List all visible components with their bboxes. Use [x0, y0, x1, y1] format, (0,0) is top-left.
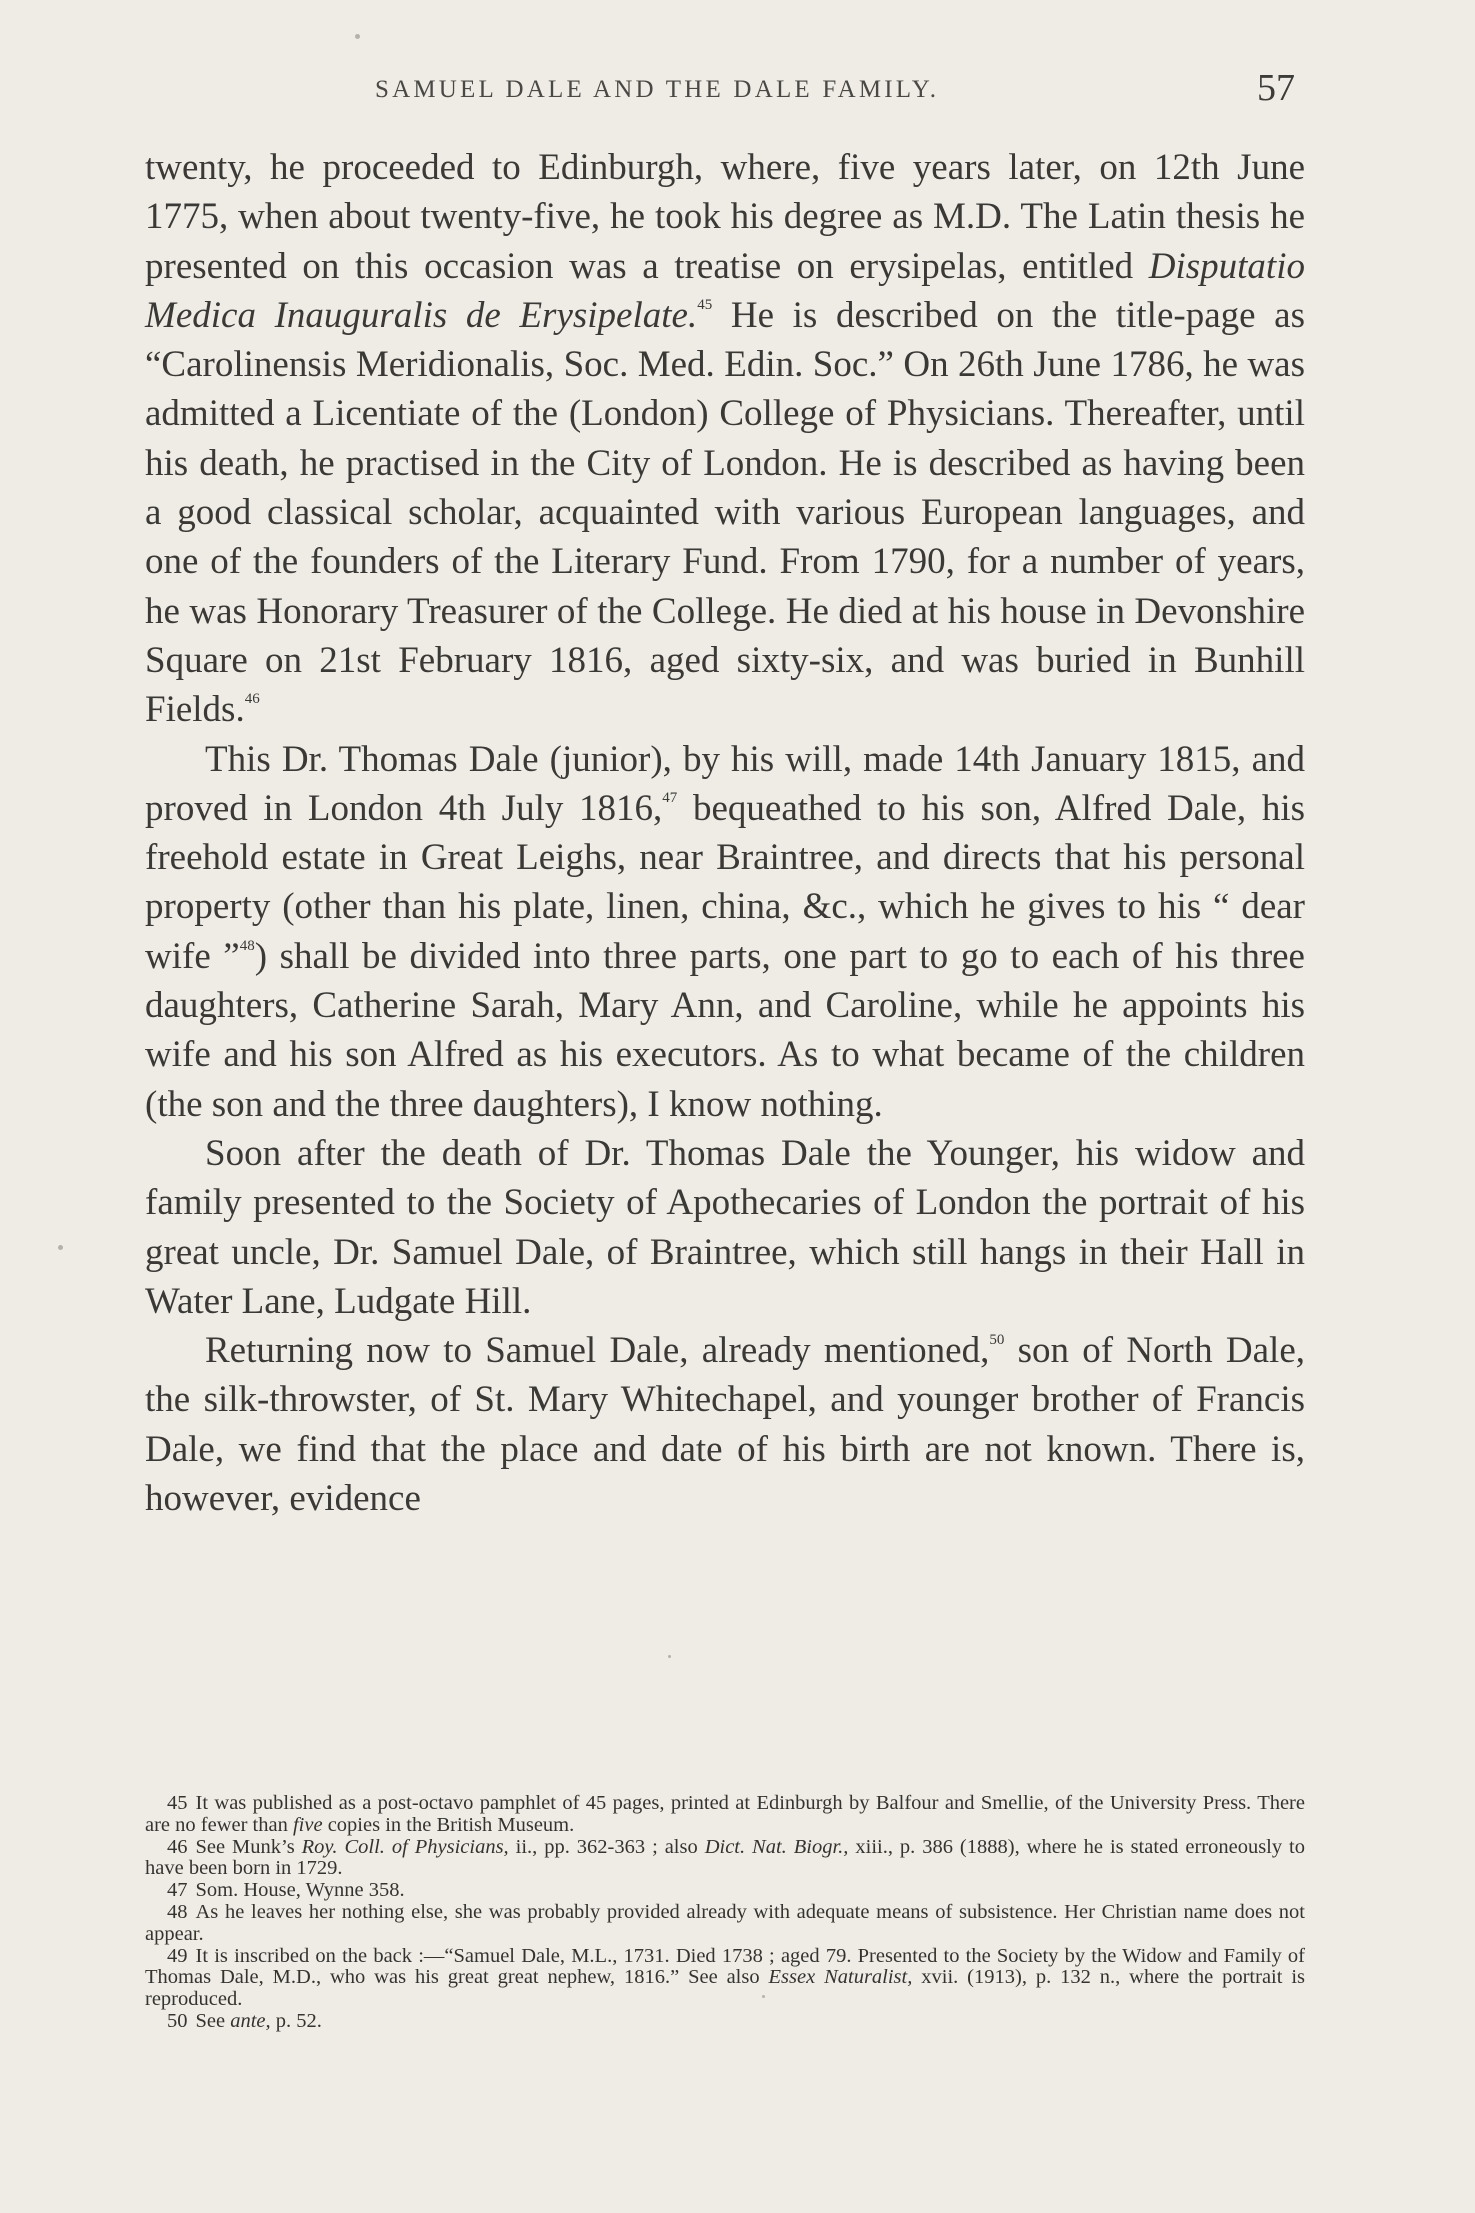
page-header	[145, 67, 1305, 122]
footnote-text: See Munk’s	[195, 1835, 302, 1858]
footnote-italic: Dict. Nat. Biogr.,	[704, 1835, 849, 1858]
footnote-text: xvii. (1913), p. 132 n., where the portrait is reproduced.	[145, 1966, 1306, 2011]
footnote-text: It is inscribed on the back :—“Samuel Dale, M.L., 1731. Died 1738 ; aged 79. Presented to the Society by the Widow and Family of Thomas Dale, M.D., who was his great great nephew, 1816.” See also	[145, 1944, 1305, 1989]
footnote-text: Som. House, Wynne 358.	[195, 1879, 405, 1902]
footnote-ref-50: 50	[989, 1332, 1005, 1349]
footnote-number: 46	[167, 1835, 188, 1858]
paragraph-1	[145, 143, 1305, 735]
footnote-number: 48	[167, 1900, 188, 1923]
footnote-49	[145, 1946, 1305, 2011]
footnote-text: ii., pp. 362-363 ; also	[508, 1835, 705, 1858]
paragraph-2-text-b: bequeathed to his son, Alfred Dale, his freehold estate in Great Leighs, near Braintree, and directs that his personal property (other than his plate, linen, china, &c., which he gives to his “ dear wife ”	[145, 787, 1306, 977]
footnote-ref-47: 47	[662, 789, 678, 806]
footnote-ref-48: 48	[239, 937, 255, 954]
footnote-46	[145, 1837, 1305, 1881]
footnote-text: See	[195, 2009, 231, 2032]
footnote-number: 50	[167, 2009, 188, 2032]
paragraph-2-text-a: This Dr. Thomas Dale (junior), by his will, made 14th January 1815, and proved in London 4th July 1816,	[145, 738, 1305, 829]
footnote-ref-45: 45	[697, 296, 713, 313]
paper-speck	[58, 1245, 63, 1250]
paragraph-2-text-c: ) shall be divided into three parts, one part to go to each of his three daughters, Catherine Sarah, Mary Ann, and Caroline, while he appoints his wife and his son Alfred as his executors. As to what became of the children (the son and the three daughters), I know nothing.	[145, 935, 1305, 1125]
paragraph-1-text-a: twenty, he proceeded to Edinburgh, where, five years later, on 12th June 1775, when about twenty-five, he took his degree as M.D. The Latin thesis he presented on this occasion was a treatise on erysipelas, entitled	[145, 147, 1305, 287]
footnote-48	[145, 1902, 1305, 1946]
footnote-number: 45	[167, 1792, 188, 1814]
footnote-text: xiii., p. 386 (1888), where he is stated erroneously to have been born in 1729.	[145, 1835, 1306, 1880]
footnote-50	[145, 2011, 1305, 2033]
footnote-text: It was published as a post-octavo pamphlet of 45 pages, printed at Edinburgh by Balfour and Smellie, of the University Press. There are no fewer than	[145, 1792, 1305, 1836]
paragraph-3: Soon after the death of Dr. Thomas Dale the Younger, his widow and family presented to the Society of Apothecaries of London the portrait of his great uncle, Dr. Samuel Dale, of Braintree, which still hangs in their Hall in Water Lane, Ludgate Hill.	[145, 1132, 1305, 1322]
footnote-ref-46: 46	[244, 691, 260, 708]
footnote-45	[145, 1793, 1305, 1837]
footnote-text: As he leaves her nothing else, she was probably provided already with adequate means of subsistence. Her Christian name does not appear.	[145, 1900, 1305, 1945]
paragraph-2	[145, 735, 1305, 1129]
paper-speck	[668, 1655, 671, 1658]
footnote-italic: Roy. Coll. of Physicians,	[301, 1835, 509, 1858]
paper-speck	[762, 1995, 765, 1998]
paragraph-4-text-b: son of North Dale, the silk-throwster, of St. Mary Whitechapel, and younger brother of Francis Dale, we find that the place and date of his birth are not known. There is, however, evidence	[145, 1330, 1305, 1520]
running-title: SAMUEL DALE AND THE DALE FAMILY.	[375, 76, 940, 103]
footnotes	[145, 1793, 1305, 2033]
body-text	[145, 143, 1305, 1523]
footnote-text: p. 52.	[270, 2009, 322, 2032]
footnote-italic: five	[292, 1813, 323, 1836]
paragraph-4-text-a: Returning now to Samuel Dale, already mentioned,	[205, 1330, 990, 1372]
paragraph-4	[145, 1326, 1305, 1523]
footnote-italic: Essex Naturalist,	[768, 1966, 913, 1989]
paragraph-1-text-b: He is described on the title-page as “Carolinensis Meridionalis, Soc. Med. Edin. Soc.” On 26th June 1786, he was admitted a Licentiate of the (London) College of Physicians. Thereafter, until his death, he practised in the City of London. He is described as having been a good classical scholar, acquainted with various European languages, and one of the founders of the Literary Fund. From 1790, for a number of years, he was Honorary Treasurer of the College. He died at his house in Devonshire Square on 21st February 1816, aged sixty-six, and was buried in Bunhill Fields.	[145, 294, 1305, 731]
page-number: 57	[1257, 67, 1295, 109]
footnote-number: 49	[167, 1944, 188, 1967]
footnote-text: copies in the British Museum.	[322, 1813, 575, 1836]
footnote-47	[145, 1880, 1305, 1902]
footnote-number: 47	[167, 1879, 188, 1902]
thesis-title: Disputatio Medica Inauguralis de Erysipelate.	[145, 245, 1305, 336]
footnote-italic: ante,	[230, 2009, 271, 2032]
paper-speck	[355, 34, 360, 39]
